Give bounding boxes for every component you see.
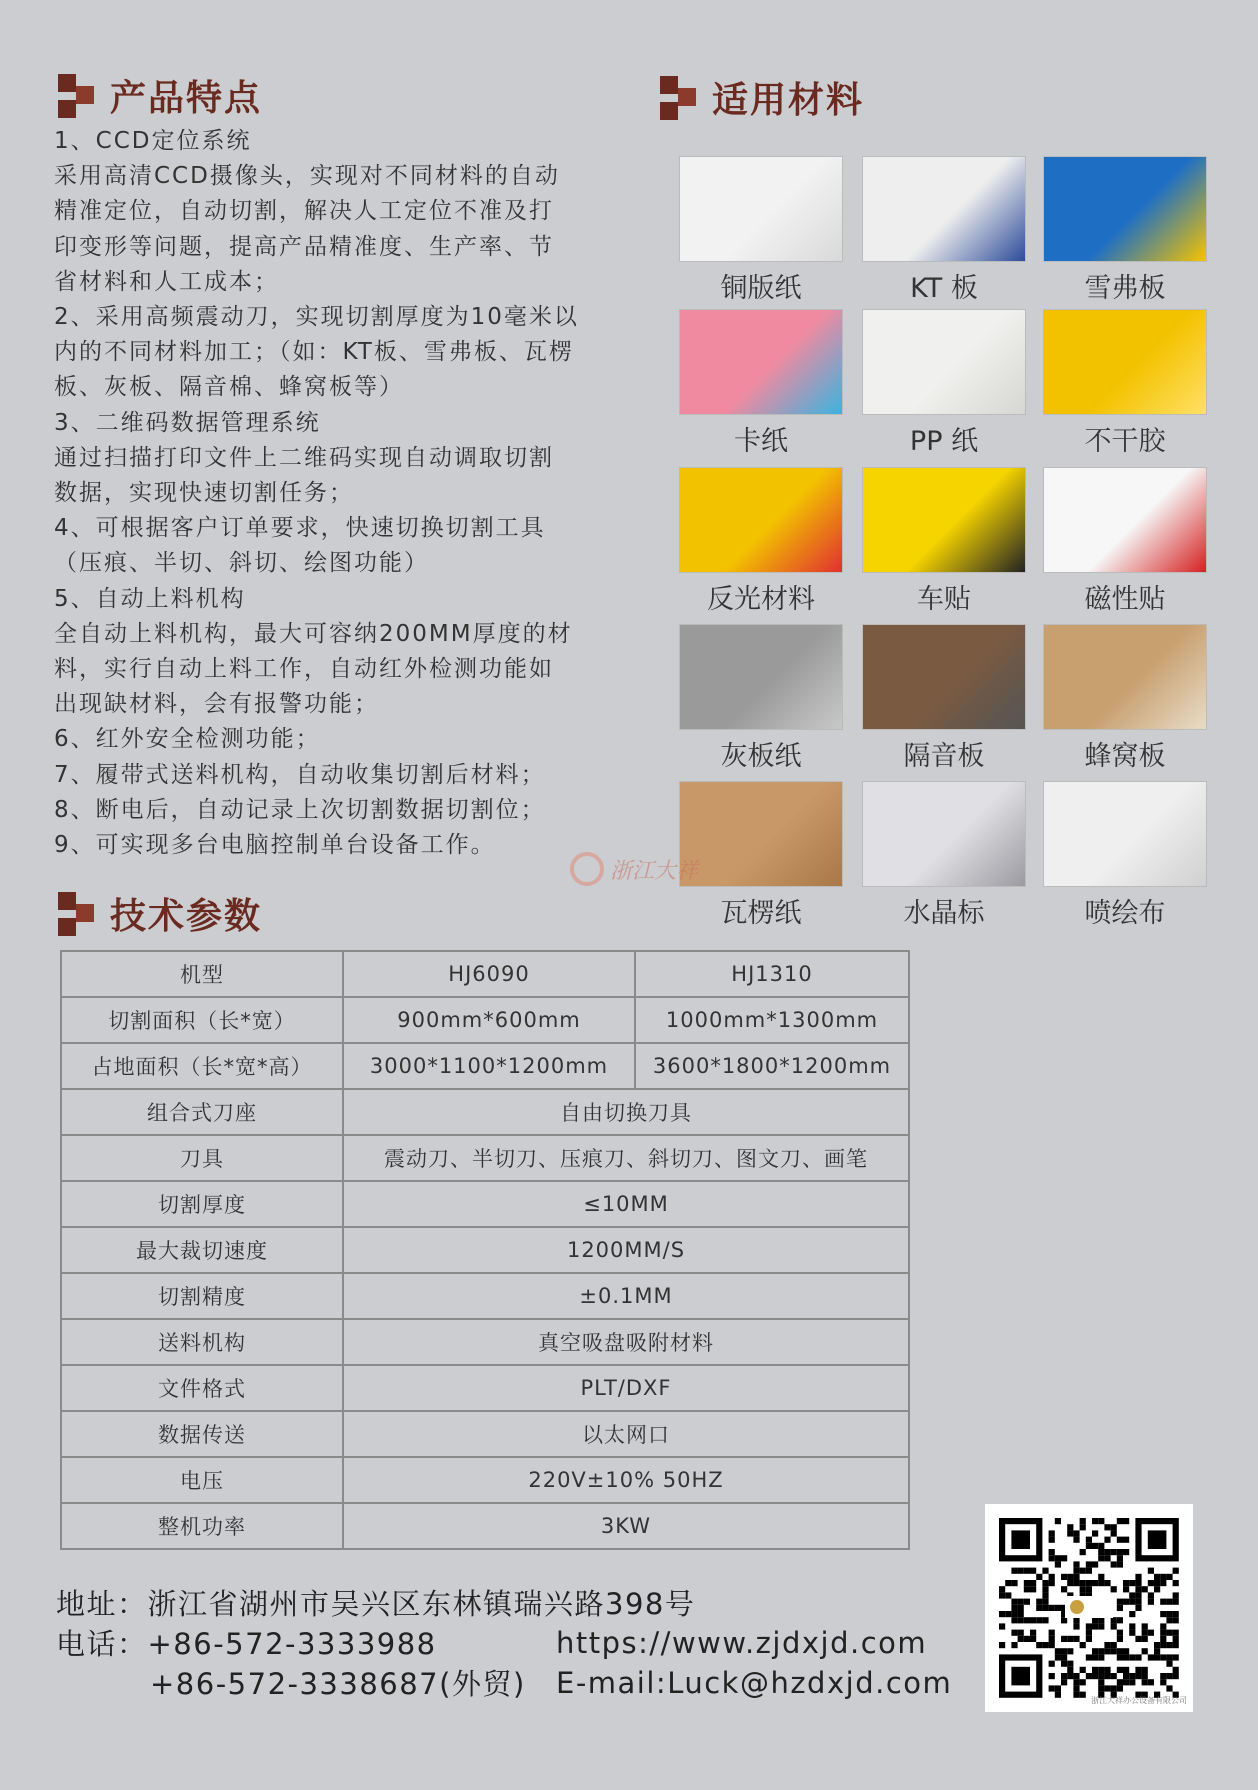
feature-line: 4、可根据客户订单要求，快速切换切割工具 (54, 515, 546, 542)
logo-icon (570, 852, 604, 886)
features-title: 产品特点 (110, 78, 263, 119)
spec-table (60, 950, 910, 1550)
feature-line: 精准定位，自动切割，解决人工定位不准及打 (54, 198, 554, 225)
heading-mark-icon (58, 74, 96, 118)
material-photo (679, 781, 843, 887)
spec-row (61, 1319, 909, 1365)
material-name: 蜂窝板 (1084, 741, 1166, 772)
qr-caption: 浙江大祥办公设备有限公司 (1091, 1696, 1187, 1705)
material-photo (862, 467, 1026, 573)
feature-line: 全自动上料机构，最大可容纳200MM厚度的材 (54, 620, 573, 647)
spec-cell: 自由切换刀具 (343, 1089, 909, 1135)
material-photo (1043, 156, 1207, 262)
spec-cell: 最大裁切速度 (61, 1227, 343, 1273)
spec-cell: HJ1310 (635, 951, 909, 997)
material-name: 车贴 (917, 584, 971, 615)
material-item (678, 467, 844, 616)
material-name: 水晶标 (903, 898, 985, 929)
feature-line: 1、CCD定位系统 (54, 128, 252, 154)
material-photo (679, 156, 843, 262)
material-photo (862, 781, 1026, 887)
material-name: 磁性贴 (1084, 584, 1166, 615)
material-name: KT 板 (910, 273, 978, 304)
material-item (1042, 781, 1208, 930)
material-photo (679, 467, 843, 573)
spec-cell: 真空吸盘吸附材料 (343, 1319, 909, 1365)
material-item (1042, 156, 1208, 305)
spec-cell: 220V±10% 50HZ (343, 1457, 909, 1503)
spec-cell: 文件格式 (61, 1365, 343, 1411)
feature-line: 印变形等问题，提高产品精准度、生产率、节 (54, 233, 554, 260)
spec-cell: ±0.1MM (343, 1273, 909, 1319)
spec-cell: 切割精度 (61, 1273, 343, 1319)
spec-cell: 电压 (61, 1457, 343, 1503)
feature-line: 省材料和人工成本； (54, 268, 279, 295)
heading-mark-icon (660, 76, 698, 120)
material-photo (679, 624, 843, 730)
material-photo (1043, 624, 1207, 730)
material-item (861, 309, 1027, 458)
material-photo (862, 309, 1026, 415)
feature-line: 6、红外安全检测功能； (54, 726, 321, 753)
spec-row (61, 1089, 909, 1135)
material-photo (862, 624, 1026, 730)
spec-row (61, 1043, 909, 1089)
material-item (678, 624, 844, 773)
feature-line: （压痕、半切、斜切、绘图功能） (54, 550, 429, 577)
feature-line: 7、履带式送料机构，自动收集切割后材料； (54, 761, 546, 788)
feature-line: 5、自动上料机构 (54, 585, 246, 612)
feature-line: 采用高清CCD摄像头，实现对不同材料的自动 (54, 163, 560, 190)
feature-line: 3、二维码数据管理系统 (54, 409, 321, 436)
material-name: 铜版纸 (720, 273, 802, 304)
spec-row (61, 1365, 909, 1411)
material-photo (1043, 309, 1207, 415)
feature-line: 板、灰板、隔音棉、蜂窝板等） (54, 374, 404, 401)
material-item (1042, 467, 1208, 616)
address-text: 地址：浙江省湖州市吴兴区东林镇瑞兴路398号 (56, 1587, 696, 1621)
feature-line: 内的不同材料加工；（如：KT板、雪弗板、瓦楞 (54, 339, 574, 366)
material-item (861, 156, 1027, 305)
material-photo (1043, 467, 1207, 573)
spec-cell: HJ6090 (343, 951, 635, 997)
qr-code-icon (985, 1504, 1193, 1712)
material-name: 灰板纸 (720, 741, 802, 772)
material-name: 雪弗板 (1084, 273, 1166, 304)
material-name: 隔音板 (903, 741, 985, 772)
spec-cell: 1000mm*1300mm (635, 997, 909, 1043)
watermark-logo (570, 852, 698, 886)
phone-foreign-trade: +86-572-3338687(外贸) (150, 1667, 526, 1701)
features-list (54, 124, 634, 863)
material-item (678, 156, 844, 305)
material-name: 瓦楞纸 (720, 898, 802, 929)
specs-heading (58, 888, 262, 939)
spec-cell: 占地面积（长*宽*高） (61, 1043, 343, 1089)
material-item (861, 467, 1027, 616)
material-item (678, 781, 844, 930)
spec-cell: 送料机构 (61, 1319, 343, 1365)
spec-row (61, 1411, 909, 1457)
material-photo (679, 309, 843, 415)
material-name: 反光材料 (707, 584, 815, 615)
spec-cell: 刀具 (61, 1135, 343, 1181)
spec-row (61, 997, 909, 1043)
watermark-text: 浙江大祥 (610, 858, 699, 884)
spec-cell: 3600*1800*1200mm (635, 1043, 909, 1089)
spec-row (61, 1181, 909, 1227)
spec-row (61, 1135, 909, 1181)
materials-title: 适用材料 (712, 80, 865, 121)
spec-cell: 900mm*600mm (343, 997, 635, 1043)
spec-cell: 3KW (343, 1503, 909, 1549)
feature-line: 数据，实现快速切割任务； (54, 480, 354, 507)
material-item (861, 624, 1027, 773)
material-name: 不干胶 (1084, 426, 1166, 457)
spec-header-row (61, 951, 909, 997)
material-name: 卡纸 (734, 426, 788, 457)
material-item (861, 781, 1027, 930)
spec-cell: ≤10MM (343, 1181, 909, 1227)
spec-cell: 1200MM/S (343, 1227, 909, 1273)
feature-line: 料，实行自动上料工作，自动红外检测功能如 (54, 656, 554, 683)
heading-mark-icon (58, 892, 96, 936)
spec-row (61, 1503, 909, 1549)
material-photo (862, 156, 1026, 262)
spec-row (61, 1227, 909, 1273)
spec-cell: PLT/DXF (343, 1365, 909, 1411)
website-link[interactable]: https://www.zjdxjd.com (556, 1626, 928, 1660)
spec-cell: 整机功率 (61, 1503, 343, 1549)
spec-cell: 组合式刀座 (61, 1089, 343, 1135)
feature-line: 8、断电后，自动记录上次切割数据切割位； (54, 796, 546, 823)
material-item (1042, 309, 1208, 458)
material-name: PP 纸 (909, 426, 979, 457)
material-photo (1043, 781, 1207, 887)
feature-line: 出现缺材料，会有报警功能； (54, 691, 379, 718)
features-heading (58, 70, 262, 121)
spec-cell: 以太网口 (343, 1411, 909, 1457)
spec-cell: 3000*1100*1200mm (343, 1043, 635, 1089)
spec-cell: 数据传送 (61, 1411, 343, 1457)
phone-primary: 电话：+86-572-3333988 (56, 1627, 437, 1661)
spec-cell: 机型 (61, 951, 343, 997)
spec-row (61, 1457, 909, 1503)
spec-row (61, 1273, 909, 1319)
specs-title: 技术参数 (110, 896, 263, 937)
feature-line: 2、采用高频震动刀，实现切割厚度为10毫米以 (54, 304, 579, 331)
spec-cell: 切割面积（长*宽） (61, 997, 343, 1043)
material-item (678, 309, 844, 458)
material-item (1042, 624, 1208, 773)
material-name: 喷绘布 (1084, 898, 1166, 929)
qr-code[interactable] (985, 1504, 1193, 1712)
spec-cell: 切割厚度 (61, 1181, 343, 1227)
spec-cell: 震动刀、半切刀、压痕刀、斜切刀、图文刀、画笔 (343, 1135, 909, 1181)
materials-heading (660, 72, 864, 123)
feature-line: 通过扫描打印文件上二维码实现自动调取切割 (54, 444, 554, 471)
feature-line: 9、可实现多台电脑控制单台设备工作。 (54, 832, 496, 859)
email-link[interactable]: E-mail:Luck@hzdxjd.com (556, 1666, 953, 1700)
